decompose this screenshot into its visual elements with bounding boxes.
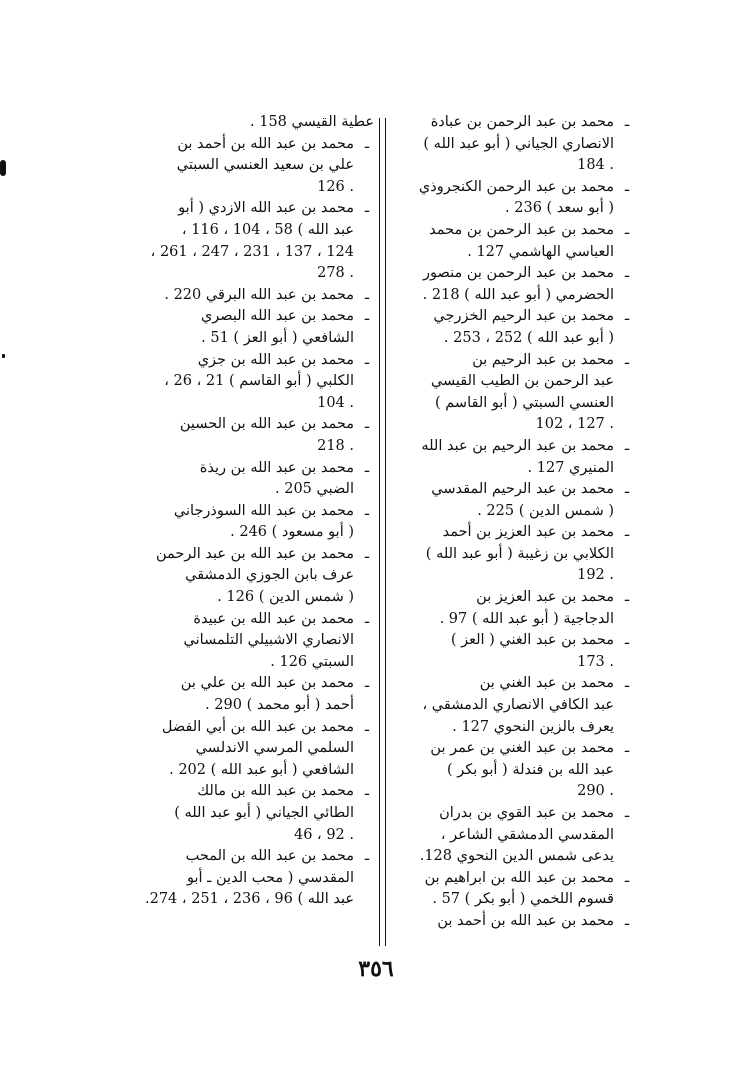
entry-dash: ـ xyxy=(364,308,370,325)
index-entry xyxy=(112,198,374,284)
index-entry xyxy=(388,673,634,738)
entry-dash: ـ xyxy=(624,308,630,325)
entry-dash: ـ xyxy=(364,545,370,562)
scan-edge-mark xyxy=(2,354,5,358)
entry-line: محمد بن عبد الله بن علي بن xyxy=(180,675,354,692)
index-entry xyxy=(388,868,634,911)
entry-line: عبد الله ) 96 ، 236 ، 251 ، 274. xyxy=(145,891,354,908)
entry-line: محمد بن عبد الله بن المحب xyxy=(185,848,354,865)
entry-dash: ـ xyxy=(624,221,630,238)
entry-dash: ـ xyxy=(624,632,630,649)
entry-line: محمد بن عبد الرحمن بن عبادة xyxy=(430,114,614,130)
index-entry xyxy=(388,587,634,630)
entry-line: . 126 xyxy=(317,178,354,195)
index-entry xyxy=(388,263,634,306)
entry-line: محمد بن عبد الرحيم بن xyxy=(472,351,614,368)
index-entry xyxy=(112,112,374,134)
entry-line: الكلبي ( أبو القاسم ) 21 ، 26 ، xyxy=(164,373,354,390)
entry-line: الدجاجية ( أبو عبد الله ) 97 . xyxy=(439,610,614,627)
entry-line: . 290 xyxy=(577,783,614,800)
entry-dash: ـ xyxy=(364,351,370,368)
index-column-left xyxy=(112,112,374,911)
entry-dash: ـ xyxy=(624,675,630,692)
index-entry xyxy=(388,436,634,479)
entry-line: ( أبو مسعود ) 246 . xyxy=(230,524,354,541)
entry-dash: ـ xyxy=(624,481,630,498)
index-entry xyxy=(388,112,634,177)
entry-line: محمد بن عبد الله بن جزي xyxy=(197,351,354,368)
entry-line: محمد بن عبد الله الازدي ( أبو xyxy=(178,200,354,217)
entry-line: علي بن سعيد العنسي السبتي xyxy=(176,157,354,174)
index-entry xyxy=(112,306,374,349)
entry-line: محمد بن عبد الرحمن الكنجروذي xyxy=(418,178,614,195)
entry-line: محمد بن عبد العزيز بن xyxy=(476,589,614,606)
entry-line: السبتي 126 . xyxy=(270,653,354,670)
entry-line: محمد بن عبد الله بن ريذة xyxy=(199,459,354,476)
entry-line: . 127 ، 102 xyxy=(535,416,614,433)
entry-line: السلمي المرسي الاندلسي xyxy=(195,740,354,757)
entry-line: عبد الكافي الانصاري الدمشقي ، xyxy=(422,697,614,714)
entry-line: محمد بن عبد الله السوذرجاني xyxy=(173,502,354,519)
entry-line: . 173 xyxy=(577,653,614,670)
index-entry xyxy=(388,738,634,803)
entry-dash: ـ xyxy=(364,135,370,152)
entry-line: عبد الله بن فندلة ( أبو بكر ) xyxy=(446,761,614,778)
index-entry xyxy=(112,846,374,911)
entry-line: . 192 xyxy=(577,567,614,584)
entry-line: محمد بن عبد الله بن أحمد بن xyxy=(437,912,614,929)
index-entry xyxy=(388,522,634,587)
entry-line: محمد بن عبد الله بن أبي الفضل xyxy=(161,718,354,735)
entry-line: محمد بن عبد الغني ( العز ) xyxy=(450,632,614,649)
index-entry xyxy=(388,350,634,436)
entry-line: محمد بن عبد الرحيم المقدسي xyxy=(431,481,614,498)
entry-line: ( شمس الدين ) 126 . xyxy=(217,589,354,606)
entry-line: الحضرمي ( أبو عبد الله ) 218 . xyxy=(422,286,614,303)
entry-dash: ـ xyxy=(364,848,370,865)
entry-line: . 218 xyxy=(317,437,354,454)
entry-dash: ـ xyxy=(624,437,630,454)
entry-line: الشافعي ( أبو عبد الله ) 202 . xyxy=(169,761,354,778)
entry-line: محمد بن عبد الغني بن xyxy=(479,675,614,692)
entry-line: الكلابي بن زغيبة ( أبو عبد الله ) xyxy=(425,545,614,562)
entry-dash: ـ xyxy=(624,178,630,195)
index-entry xyxy=(112,717,374,782)
entry-dash: ـ xyxy=(364,675,370,692)
entry-dash: ـ xyxy=(364,783,370,800)
index-entry xyxy=(112,781,374,846)
entry-line: محمد بن عبد العزيز بن أحمد xyxy=(442,524,614,541)
entry-dash: ـ xyxy=(624,265,630,282)
entry-line: عطية القيسي 158 . xyxy=(250,114,374,130)
entry-line: محمد بن عبد الرحيم الخزرجي xyxy=(433,308,614,325)
entry-line: ( أبو سعد ) 236 . xyxy=(505,200,614,217)
entry-line: محمد بن عبد القوي بن بدران xyxy=(439,805,614,821)
entry-line: عبد الرحمن بن الطيب القيسي xyxy=(430,373,614,390)
entry-dash: ـ xyxy=(624,805,630,821)
entry-line: قسوم اللخمي ( أبو بكر ) 57 . xyxy=(432,891,614,908)
index-entry xyxy=(112,544,374,609)
entry-dash: ـ xyxy=(624,589,630,606)
entry-line: محمد بن عبد الرحيم بن عبد الله xyxy=(421,437,614,454)
entry-dash: ـ xyxy=(364,610,370,627)
entry-line: محمد بن عبد الله بن الحسين xyxy=(179,416,354,433)
entry-line: الشافعي ( أبو العز ) 51 . xyxy=(201,329,354,346)
index-entry xyxy=(388,803,634,868)
entry-line: الضبي 205 . xyxy=(275,481,354,498)
index-entry xyxy=(112,285,374,307)
entry-line: عرف بابن الجوزي الدمشقي xyxy=(185,567,354,584)
index-entry xyxy=(112,673,374,716)
entry-dash: ـ xyxy=(624,524,630,541)
entry-line: الانصاري الاشبيلي التلمساني xyxy=(183,632,354,649)
scan-edge-mark xyxy=(0,160,6,176)
column-divider xyxy=(379,118,386,946)
entry-line: المنيري 127 . xyxy=(527,459,614,476)
entry-dash: ـ xyxy=(364,286,370,303)
entry-line: محمد بن عبد الله بن عبد الرحمن xyxy=(155,545,354,562)
entry-line: محمد بن عبد الرحمن بن منصور xyxy=(423,265,614,282)
entry-line: محمد بن عبد الغني بن عمر بن xyxy=(430,740,614,757)
index-entry xyxy=(388,306,634,349)
entry-line: محمد بن عبد الله بن عبيدة xyxy=(193,610,354,627)
entry-dash: ـ xyxy=(624,351,630,368)
entry-line: المقدسي الدمشقي الشاعر ، xyxy=(440,826,614,843)
entry-line: الطائي الجياني ( أبو عبد الله ) xyxy=(174,805,354,821)
entry-dash: ـ xyxy=(624,869,630,886)
entry-line: عبد الله ) 58 ، 104 ، 116 ، xyxy=(181,221,354,238)
entry-line: محمد بن عبد الله البصري xyxy=(200,308,354,325)
entry-line: ( شمس الدين ) 225 . xyxy=(477,502,614,519)
index-entry xyxy=(112,501,374,544)
entry-dash: ـ xyxy=(364,502,370,519)
entry-dash: ـ xyxy=(364,718,370,735)
entry-line: محمد بن عبد الله بن مالك xyxy=(197,783,354,800)
index-entry xyxy=(388,479,634,522)
entry-dash: ـ xyxy=(364,416,370,433)
index-entry xyxy=(388,911,634,933)
entry-line: المقدسي ( محب الدين ـ أبو xyxy=(186,869,354,886)
entry-dash: ـ xyxy=(624,740,630,757)
index-entry xyxy=(112,609,374,674)
entry-line: . 92 ، 46 xyxy=(293,826,354,843)
entry-line: 124 ، 137 ، 231 ، 247 ، 261 ، xyxy=(150,243,354,260)
entry-line: العباسي الهاشمي 127 . xyxy=(467,243,614,260)
index-entry xyxy=(388,630,634,673)
index-entry xyxy=(112,350,374,415)
entry-line: محمد بن عبد الله بن أحمد بن xyxy=(177,135,354,152)
index-column-right xyxy=(388,112,634,933)
entry-line: أحمد ( أبو محمد ) 290 . xyxy=(205,697,354,714)
entry-dash: ـ xyxy=(364,459,370,476)
entry-dash: ـ xyxy=(624,912,630,929)
entry-line: . 104 xyxy=(317,394,354,411)
index-entry xyxy=(112,458,374,501)
entry-dash: ـ xyxy=(624,114,630,130)
entry-line: محمد بن عبد الله بن ابراهيم بن xyxy=(424,869,614,886)
index-entry xyxy=(112,134,374,199)
entry-line: الانصاري الجياني ( أبو عبد الله ) xyxy=(423,135,614,152)
index-entry xyxy=(112,414,374,457)
entry-line: محمد بن عبد الله البرقي 220 . xyxy=(164,286,354,303)
entry-line: يدعى شمس الدين النحوي 128. xyxy=(419,848,614,865)
entry-line: محمد بن عبد الرحمن بن محمد xyxy=(429,221,614,238)
entry-dash: ـ xyxy=(364,200,370,217)
entry-line: العنسي السبتي ( أبو القاسم ) xyxy=(435,394,614,411)
index-entry xyxy=(388,220,634,263)
page-number: ٣٥٦ xyxy=(358,956,394,982)
index-entry xyxy=(388,177,634,220)
entry-line: ( أبو عبد الله ) 252 ، 253 . xyxy=(443,329,614,346)
entry-line: . 184 xyxy=(577,157,614,174)
entry-line: . 278 xyxy=(317,265,354,282)
entry-line: يعرف بالزين النحوي 127 . xyxy=(452,718,614,735)
